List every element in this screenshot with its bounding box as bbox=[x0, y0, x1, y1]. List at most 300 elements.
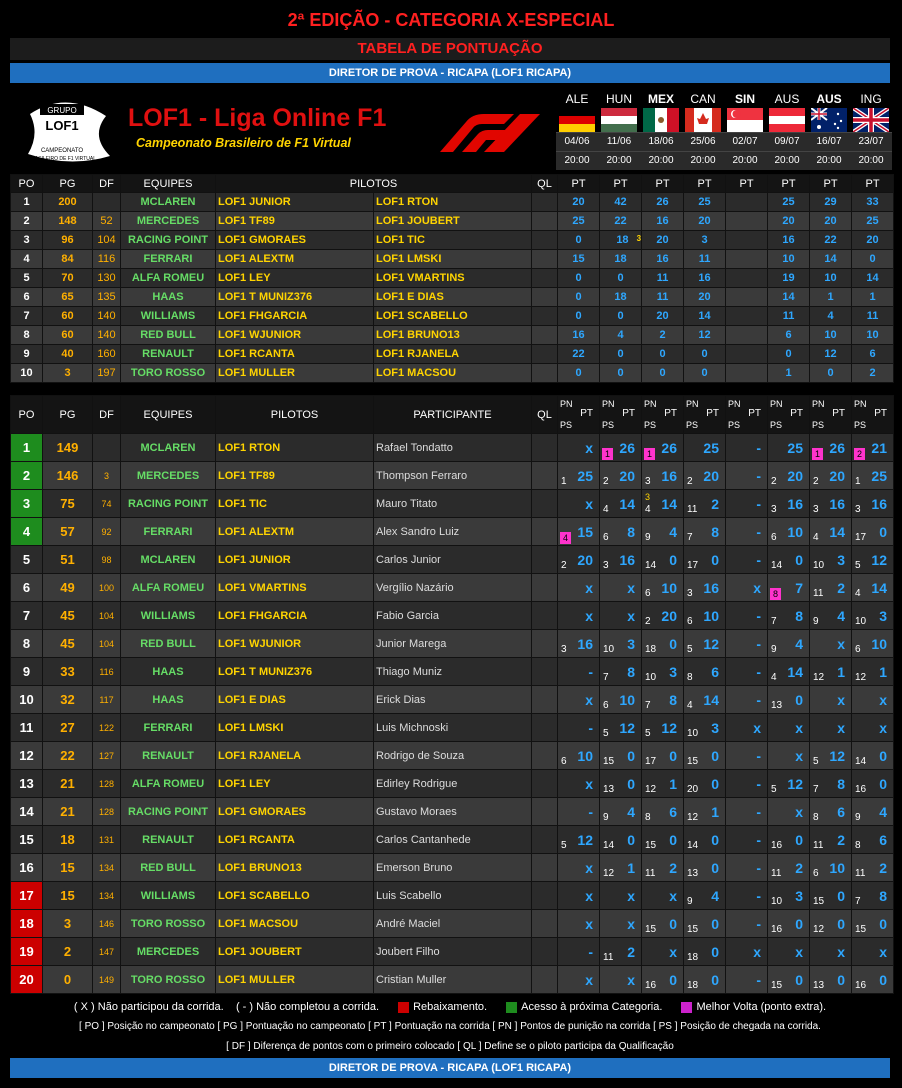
driver-race-cell bbox=[768, 630, 810, 658]
header-pt: PT bbox=[706, 408, 719, 419]
driver-points: 146 bbox=[43, 462, 93, 490]
race-points: 8 bbox=[795, 608, 803, 624]
race-result bbox=[768, 490, 809, 517]
header-pn: PN bbox=[770, 399, 783, 409]
driver-points: 2 bbox=[43, 938, 93, 966]
race-result bbox=[600, 966, 641, 993]
race-points: x bbox=[795, 720, 803, 736]
race-points: 25 bbox=[871, 468, 887, 484]
team-race-pt: 14 bbox=[810, 250, 852, 269]
driver-pilot: LOF1 RTON bbox=[216, 434, 374, 462]
team-race-pt bbox=[726, 288, 768, 307]
legend-red: Rebaixamento. bbox=[413, 1001, 488, 1013]
driver-pilot: LOF1 LEY bbox=[216, 770, 374, 798]
race-points: 14 bbox=[619, 496, 635, 512]
driver-race-cell bbox=[810, 826, 852, 854]
team-ql bbox=[532, 364, 558, 383]
driver-team: HAAS bbox=[121, 658, 216, 686]
team-race-pt: 1 bbox=[768, 364, 810, 383]
race-result bbox=[558, 630, 599, 657]
driver-ql bbox=[532, 742, 558, 770]
driver-team: MERCEDES bbox=[121, 462, 216, 490]
driver-row bbox=[11, 882, 894, 910]
team-race-pt: 0 bbox=[684, 345, 726, 364]
race-points: x bbox=[585, 692, 593, 708]
race-points: - bbox=[756, 804, 761, 820]
driver-position: 15 bbox=[11, 826, 43, 854]
race-points: 1 bbox=[627, 860, 635, 876]
race-result bbox=[768, 686, 809, 713]
header-po: PO bbox=[11, 175, 43, 193]
team-diff: 140 bbox=[93, 307, 121, 326]
race-points: x bbox=[753, 944, 761, 960]
finish-position: 7 bbox=[813, 784, 819, 795]
finish-position: 8 bbox=[813, 812, 819, 823]
race-result bbox=[642, 714, 683, 741]
race-result bbox=[558, 462, 599, 489]
team-points: 3 bbox=[43, 364, 93, 383]
driver-team: MERCEDES bbox=[121, 938, 216, 966]
driver-participant: Erick Dias bbox=[374, 686, 532, 714]
team-name: WILLIAMS bbox=[121, 307, 216, 326]
driver-race-cell bbox=[852, 966, 894, 994]
header-pn-ps-pt bbox=[768, 396, 810, 434]
header-pilotos: PILOTOS bbox=[216, 175, 532, 193]
race-result bbox=[768, 574, 809, 601]
header-df: DF bbox=[93, 175, 121, 193]
team-position: 9 bbox=[11, 345, 43, 364]
race-result bbox=[600, 714, 641, 741]
header-ps: PS bbox=[644, 420, 657, 430]
team-diff: 197 bbox=[93, 364, 121, 383]
driver-position: 14 bbox=[11, 798, 43, 826]
race-result bbox=[768, 714, 809, 741]
race-result bbox=[852, 966, 893, 993]
race-points: x bbox=[795, 944, 803, 960]
team-points: 200 bbox=[43, 193, 93, 212]
driver-race-cell bbox=[684, 574, 726, 602]
team-points: 96 bbox=[43, 231, 93, 250]
race-result bbox=[768, 462, 809, 489]
race-points: 2 bbox=[795, 860, 803, 876]
driver-team: ALFA ROMEU bbox=[121, 574, 216, 602]
finish-position: 5 bbox=[603, 728, 609, 739]
race-points: 20 bbox=[619, 468, 635, 484]
driver-team: WILLIAMS bbox=[121, 882, 216, 910]
race-result bbox=[852, 630, 893, 657]
driver-ql bbox=[532, 714, 558, 742]
driver-race-cell bbox=[600, 854, 642, 882]
finish-position: 15 bbox=[645, 840, 657, 851]
race-result bbox=[852, 490, 893, 517]
driver-ql bbox=[532, 966, 558, 994]
race-points: 10 bbox=[661, 580, 677, 596]
driver-race-cell bbox=[852, 910, 894, 938]
race-points: 3 bbox=[669, 664, 677, 680]
race-points: x bbox=[837, 692, 845, 708]
race-result bbox=[558, 770, 599, 797]
team-race-pt: 0 bbox=[642, 364, 684, 383]
driver-diff: 146 bbox=[93, 910, 121, 938]
driver-row bbox=[11, 854, 894, 882]
driver-row bbox=[11, 742, 894, 770]
race-result bbox=[768, 546, 809, 573]
race-points: x bbox=[585, 888, 593, 904]
race-result bbox=[642, 742, 683, 769]
race-points: 14 bbox=[829, 524, 845, 540]
driver-points: 51 bbox=[43, 546, 93, 574]
race-result bbox=[810, 462, 851, 489]
header-pn: PN bbox=[602, 399, 615, 409]
race-result bbox=[642, 770, 683, 797]
team-race-pt: 2 bbox=[642, 326, 684, 345]
race-points: x bbox=[753, 580, 761, 596]
race-points: x bbox=[585, 496, 593, 512]
legend-x: ( X ) Não participou da corrida. bbox=[73, 1001, 224, 1013]
driver-diff: 3 bbox=[93, 462, 121, 490]
finish-position: 12 bbox=[813, 672, 825, 683]
race-points: 2 bbox=[837, 832, 845, 848]
team-race-pt: 0 bbox=[684, 364, 726, 383]
driver-ql bbox=[532, 826, 558, 854]
finish-position: 4 bbox=[813, 532, 819, 543]
red-square-icon bbox=[398, 1002, 409, 1013]
team-race-pt bbox=[726, 231, 768, 250]
header-pt: PT bbox=[768, 175, 810, 193]
finish-position: 7 bbox=[687, 532, 693, 543]
header-pilotos: PILOTOS bbox=[216, 396, 374, 434]
race-points: - bbox=[756, 748, 761, 764]
race-points: 14 bbox=[871, 580, 887, 596]
race-time: 20:00 bbox=[598, 151, 640, 170]
race-points: 21 bbox=[871, 440, 887, 456]
race-points: x bbox=[753, 720, 761, 736]
driver-team: RED BULL bbox=[121, 854, 216, 882]
driver-race-cell bbox=[684, 602, 726, 630]
team-row bbox=[11, 193, 894, 212]
race-result bbox=[726, 602, 767, 629]
team-row bbox=[11, 212, 894, 231]
race-result bbox=[558, 854, 599, 881]
driver-diff: 147 bbox=[93, 938, 121, 966]
race-points: 12 bbox=[829, 748, 845, 764]
team-race-pt bbox=[600, 231, 642, 250]
race-points: 3 bbox=[879, 608, 887, 624]
driver-race-cell bbox=[810, 462, 852, 490]
team-points: 84 bbox=[43, 250, 93, 269]
team-race-pt: 26 bbox=[642, 193, 684, 212]
finish-position: 5 bbox=[813, 756, 819, 767]
team-name: RENAULT bbox=[121, 345, 216, 364]
driver-race-cell bbox=[726, 938, 768, 966]
team-race-pt: 0 bbox=[768, 345, 810, 364]
header-pn: PN bbox=[644, 399, 657, 409]
driver-race-cell bbox=[852, 882, 894, 910]
drivers-table bbox=[10, 395, 894, 994]
team-name: ALFA ROMEU bbox=[121, 269, 216, 288]
driver-race-cell bbox=[642, 938, 684, 966]
header-pg: PG bbox=[43, 175, 93, 193]
driver-race-cell bbox=[726, 574, 768, 602]
driver-race-cell bbox=[642, 574, 684, 602]
finish-position: 9 bbox=[855, 812, 861, 823]
race-points: 25 bbox=[787, 440, 803, 456]
finish-position: 4 bbox=[645, 504, 651, 515]
driver-race-cell bbox=[558, 826, 600, 854]
header-pt: PT bbox=[558, 175, 600, 193]
driver-position: 4 bbox=[11, 518, 43, 546]
finish-position: 18 bbox=[687, 952, 699, 963]
finish-position: 16 bbox=[771, 924, 783, 935]
finish-position: 15 bbox=[645, 924, 657, 935]
team-race-pt: 20 bbox=[768, 212, 810, 231]
team-pilot-2: LOF1 JOUBERT bbox=[374, 212, 532, 231]
driver-pilot: LOF1 E DIAS bbox=[216, 686, 374, 714]
team-ql bbox=[532, 250, 558, 269]
driver-race-cell bbox=[558, 938, 600, 966]
driver-row bbox=[11, 574, 894, 602]
finish-position: 11 bbox=[645, 868, 656, 879]
race-points: 15 bbox=[577, 524, 593, 540]
race-column bbox=[598, 90, 640, 172]
driver-race-cell bbox=[642, 910, 684, 938]
header-pn-ps-pt bbox=[852, 396, 894, 434]
header-ps: PS bbox=[854, 420, 867, 430]
race-points: 26 bbox=[661, 440, 677, 456]
team-race-pt: 0 bbox=[810, 364, 852, 383]
team-race-pt: 20 bbox=[852, 231, 894, 250]
race-points: x bbox=[585, 916, 593, 932]
driver-race-cell bbox=[558, 714, 600, 742]
driver-pilot: LOF1 MULLER bbox=[216, 966, 374, 994]
race-points: 0 bbox=[795, 972, 803, 988]
team-race-pt: 4 bbox=[810, 307, 852, 326]
driver-team: FERRARI bbox=[121, 518, 216, 546]
driver-race-cell bbox=[768, 518, 810, 546]
driver-race-cell bbox=[684, 742, 726, 770]
race-points: 1 bbox=[879, 664, 887, 680]
race-result bbox=[684, 714, 725, 741]
driver-race-cell bbox=[684, 770, 726, 798]
driver-race-cell bbox=[558, 854, 600, 882]
race-result bbox=[726, 798, 767, 825]
race-result bbox=[558, 714, 599, 741]
header-pt: PT bbox=[832, 408, 845, 419]
race-result bbox=[726, 546, 767, 573]
driver-race-cell bbox=[600, 462, 642, 490]
driver-row bbox=[11, 770, 894, 798]
driver-race-cell bbox=[684, 966, 726, 994]
team-row bbox=[11, 345, 894, 364]
header-ps: PS bbox=[770, 420, 783, 430]
finish-position: 17 bbox=[855, 532, 867, 543]
driver-row bbox=[11, 518, 894, 546]
race-points: - bbox=[756, 664, 761, 680]
driver-position: 2 bbox=[11, 462, 43, 490]
team-race-pt: 0 bbox=[642, 345, 684, 364]
driver-team: TORO ROSSO bbox=[121, 910, 216, 938]
race-result bbox=[810, 630, 851, 657]
driver-row bbox=[11, 630, 894, 658]
driver-race-cell bbox=[558, 686, 600, 714]
race-points: x bbox=[837, 944, 845, 960]
driver-points: 49 bbox=[43, 574, 93, 602]
race-result bbox=[558, 966, 599, 993]
driver-race-cell bbox=[768, 798, 810, 826]
driver-pilot: LOF1 FHGARCIA bbox=[216, 602, 374, 630]
finish-position: 10 bbox=[645, 672, 657, 683]
team-pilot-2: LOF1 RJANELA bbox=[374, 345, 532, 364]
driver-ql bbox=[532, 658, 558, 686]
race-result bbox=[558, 798, 599, 825]
driver-pilot: LOF1 T MUNIZ376 bbox=[216, 658, 374, 686]
race-points: x bbox=[585, 972, 593, 988]
finish-position: 2 bbox=[687, 476, 693, 487]
team-race-pt: 16 bbox=[558, 326, 600, 345]
driver-race-cell bbox=[852, 490, 894, 518]
race-date: 16/07 bbox=[808, 132, 850, 151]
driver-race-cell bbox=[600, 658, 642, 686]
race-result bbox=[768, 966, 809, 993]
driver-position: 9 bbox=[11, 658, 43, 686]
race-code: HUN bbox=[598, 90, 640, 108]
finish-position: 13 bbox=[813, 980, 825, 991]
driver-race-cell bbox=[558, 602, 600, 630]
race-points: 0 bbox=[669, 748, 677, 764]
team-diff: 160 bbox=[93, 345, 121, 364]
driver-participant: Edirley Rodrigue bbox=[374, 770, 532, 798]
driver-race-cell bbox=[768, 770, 810, 798]
race-points: x bbox=[795, 748, 803, 764]
race-points: x bbox=[879, 944, 887, 960]
driver-team: RENAULT bbox=[121, 742, 216, 770]
race-result bbox=[600, 826, 641, 853]
race-result bbox=[852, 882, 893, 909]
team-race-pt bbox=[726, 307, 768, 326]
race-points: 1 bbox=[669, 776, 677, 792]
team-position: 1 bbox=[11, 193, 43, 212]
race-result bbox=[642, 966, 683, 993]
race-result bbox=[810, 966, 851, 993]
team-race-pt: 2 bbox=[852, 364, 894, 383]
driver-race-cell bbox=[852, 546, 894, 574]
race-points: 16 bbox=[661, 468, 677, 484]
header-ps: PS bbox=[602, 420, 615, 430]
team-race-pt: 0 bbox=[558, 364, 600, 383]
gb-flag-icon bbox=[853, 108, 889, 132]
race-result bbox=[852, 462, 893, 489]
driver-race-cell bbox=[642, 826, 684, 854]
team-race-pt: 10 bbox=[768, 250, 810, 269]
race-points: 2 bbox=[627, 944, 635, 960]
race-points: 0 bbox=[795, 832, 803, 848]
race-result bbox=[684, 686, 725, 713]
driver-diff: 74 bbox=[93, 490, 121, 518]
driver-pilot: LOF1 RCANTA bbox=[216, 826, 374, 854]
driver-row bbox=[11, 434, 894, 462]
finish-position: 10 bbox=[771, 896, 783, 907]
finish-position: 11 bbox=[855, 868, 866, 879]
driver-diff: 104 bbox=[93, 602, 121, 630]
driver-race-cell bbox=[600, 938, 642, 966]
team-race-pt: 0 bbox=[852, 250, 894, 269]
race-points: 0 bbox=[837, 888, 845, 904]
race-date: 11/06 bbox=[598, 132, 640, 151]
driver-race-cell bbox=[558, 966, 600, 994]
race-result bbox=[726, 966, 767, 993]
race-result bbox=[642, 882, 683, 909]
driver-race-cell bbox=[600, 966, 642, 994]
header-pt: PT bbox=[664, 408, 677, 419]
team-points: 60 bbox=[43, 326, 93, 345]
director-bar-bottom: DIRETOR DE PROVA - RICAPA (LOF1 RICAPA) bbox=[10, 1058, 890, 1078]
race-result bbox=[684, 882, 725, 909]
driver-team: WILLIAMS bbox=[121, 602, 216, 630]
header-pt: PT bbox=[810, 175, 852, 193]
driver-diff: 92 bbox=[93, 518, 121, 546]
team-race-pt: 1 bbox=[852, 288, 894, 307]
race-points: x bbox=[669, 888, 677, 904]
team-race-pt: 0 bbox=[558, 269, 600, 288]
finish-position: 6 bbox=[603, 532, 609, 543]
race-points: 14 bbox=[661, 496, 677, 512]
race-points: 0 bbox=[795, 692, 803, 708]
race-result bbox=[558, 434, 599, 461]
race-code: AUS bbox=[766, 90, 808, 108]
driver-ql bbox=[532, 882, 558, 910]
finish-position: 1 bbox=[855, 476, 861, 487]
race-points: - bbox=[588, 944, 593, 960]
driver-race-cell bbox=[600, 910, 642, 938]
race-points: 0 bbox=[711, 916, 719, 932]
race-result bbox=[684, 490, 725, 517]
team-race-pt: 11 bbox=[684, 250, 726, 269]
driver-pilot: LOF1 GMORAES bbox=[216, 798, 374, 826]
team-row bbox=[11, 269, 894, 288]
race-result bbox=[642, 546, 683, 573]
race-result bbox=[558, 686, 599, 713]
team-race-pt: 11 bbox=[768, 307, 810, 326]
driver-points: 27 bbox=[43, 714, 93, 742]
driver-race-cell bbox=[726, 546, 768, 574]
driver-race-cell bbox=[810, 574, 852, 602]
race-result bbox=[768, 770, 809, 797]
race-result bbox=[768, 798, 809, 825]
race-points: 7 bbox=[795, 580, 803, 596]
race-result bbox=[684, 770, 725, 797]
finish-position: 14 bbox=[645, 560, 657, 571]
race-result bbox=[558, 490, 599, 517]
race-result bbox=[684, 910, 725, 937]
finish-position: 15 bbox=[771, 980, 783, 991]
race-result bbox=[642, 798, 683, 825]
race-points: 0 bbox=[627, 776, 635, 792]
team-race-pt: 0 bbox=[558, 231, 600, 250]
driver-race-cell bbox=[684, 462, 726, 490]
header-ql: QL bbox=[532, 175, 558, 193]
team-name: RED BULL bbox=[121, 326, 216, 345]
race-points: 26 bbox=[829, 440, 845, 456]
driver-race-cell bbox=[684, 910, 726, 938]
race-points: - bbox=[756, 860, 761, 876]
race-result bbox=[852, 602, 893, 629]
driver-pilot: LOF1 VMARTINS bbox=[216, 574, 374, 602]
race-points: - bbox=[756, 440, 761, 456]
finish-position: 18 bbox=[645, 644, 657, 655]
team-points: 60 bbox=[43, 307, 93, 326]
driver-race-cell bbox=[810, 434, 852, 462]
finish-position: 16 bbox=[855, 980, 867, 991]
